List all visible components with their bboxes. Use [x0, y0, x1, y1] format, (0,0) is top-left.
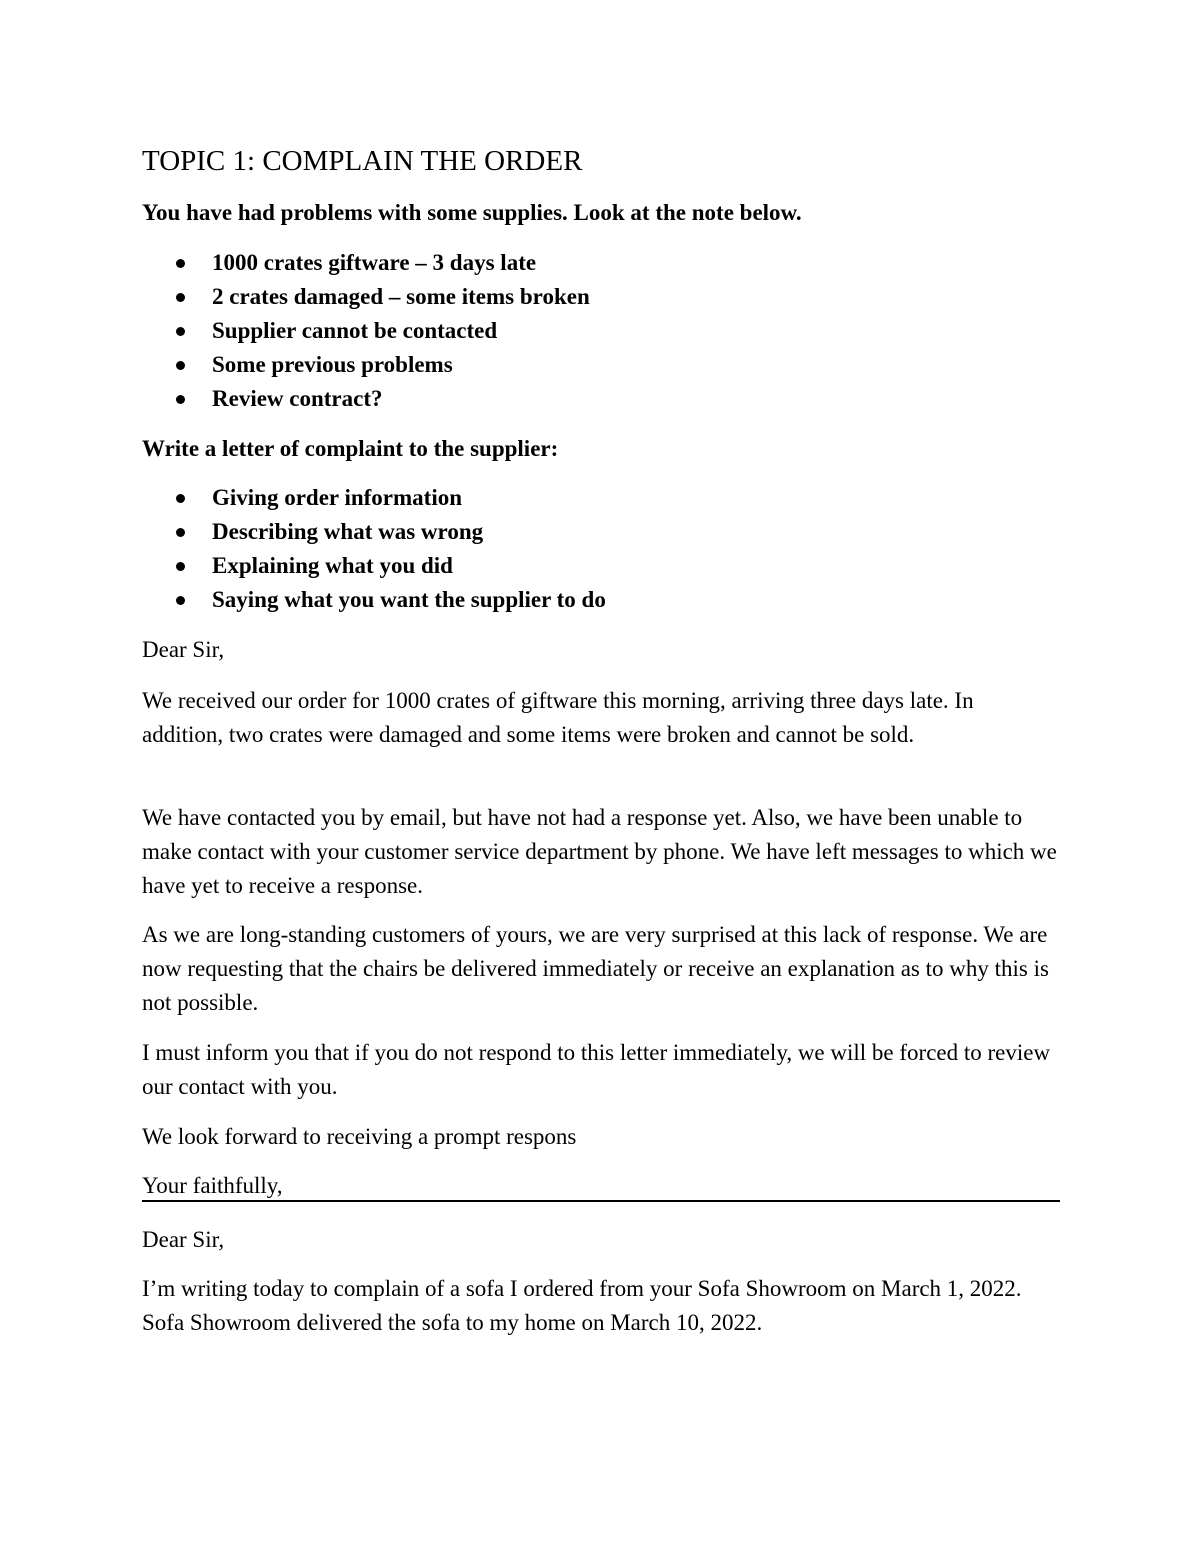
list-item: 1000 crates giftware – 3 days late	[142, 246, 590, 280]
bullet-icon	[176, 494, 185, 503]
list-item: Describing what was wrong	[142, 515, 606, 549]
letter1-paragraph: We look forward to receiving a prompt respons	[142, 1124, 577, 1149]
letter2-salutation: Dear Sir,	[142, 1227, 225, 1252]
letter1-paragraph: We have contacted you by email, but have not had a response yet. Also, we have been unable to make contact with your customer service department by phone. We have left messages to which we have yet to receive a response.	[142, 805, 1057, 898]
bullet-icon	[176, 293, 185, 302]
intro-text: You have had problems with some supplies. Look at the note below.	[142, 200, 802, 225]
letter1-closing: Your faithfully,	[142, 1173, 283, 1198]
bullet-icon	[176, 259, 185, 268]
document-title: TOPIC 1: COMPLAIN THE ORDER	[142, 145, 583, 177]
letter1-paragraph: We received our order for 1000 crates of giftware this morning, arriving three days late. In addition, two crates were damaged and some items were broken and cannot be sold.	[142, 688, 974, 747]
bullet-icon	[176, 361, 185, 370]
list-item: Giving order information	[142, 481, 606, 515]
note-list	[142, 246, 590, 416]
letter2-paragraph: I’m writing today to complain of a sofa I ordered from your Sofa Showroom on March 1, 2022. Sofa Showroom delivered the sofa to my home on March 10, 2022.	[142, 1276, 1022, 1335]
list-item: Supplier cannot be contacted	[142, 314, 590, 348]
bullet-icon	[176, 596, 185, 605]
bullet-icon	[176, 562, 185, 571]
bullet-icon	[176, 528, 185, 537]
letter1-salutation: Dear Sir,	[142, 637, 225, 662]
letter1-paragraph: As we are long-standing customers of yours, we are very surprised at this lack of response. We are now requesting that the chairs be delivered immediately or receive an explanation as to why this is not possible.	[142, 922, 1049, 1015]
list-item: Some previous problems	[142, 348, 590, 382]
list-item: Review contract?	[142, 382, 590, 416]
task-list	[142, 481, 606, 617]
bullet-icon	[176, 327, 185, 336]
section-divider	[142, 1200, 1060, 1202]
list-item: Explaining what you did	[142, 549, 606, 583]
bullet-icon	[176, 395, 185, 404]
list-item: 2 crates damaged – some items broken	[142, 280, 590, 314]
letter1-paragraph: I must inform you that if you do not respond to this letter immediately, we will be forced to review our contact with you.	[142, 1040, 1051, 1099]
list-item: Saying what you want the supplier to do	[142, 583, 606, 617]
task-text: Write a letter of complaint to the supplier:	[142, 436, 559, 461]
